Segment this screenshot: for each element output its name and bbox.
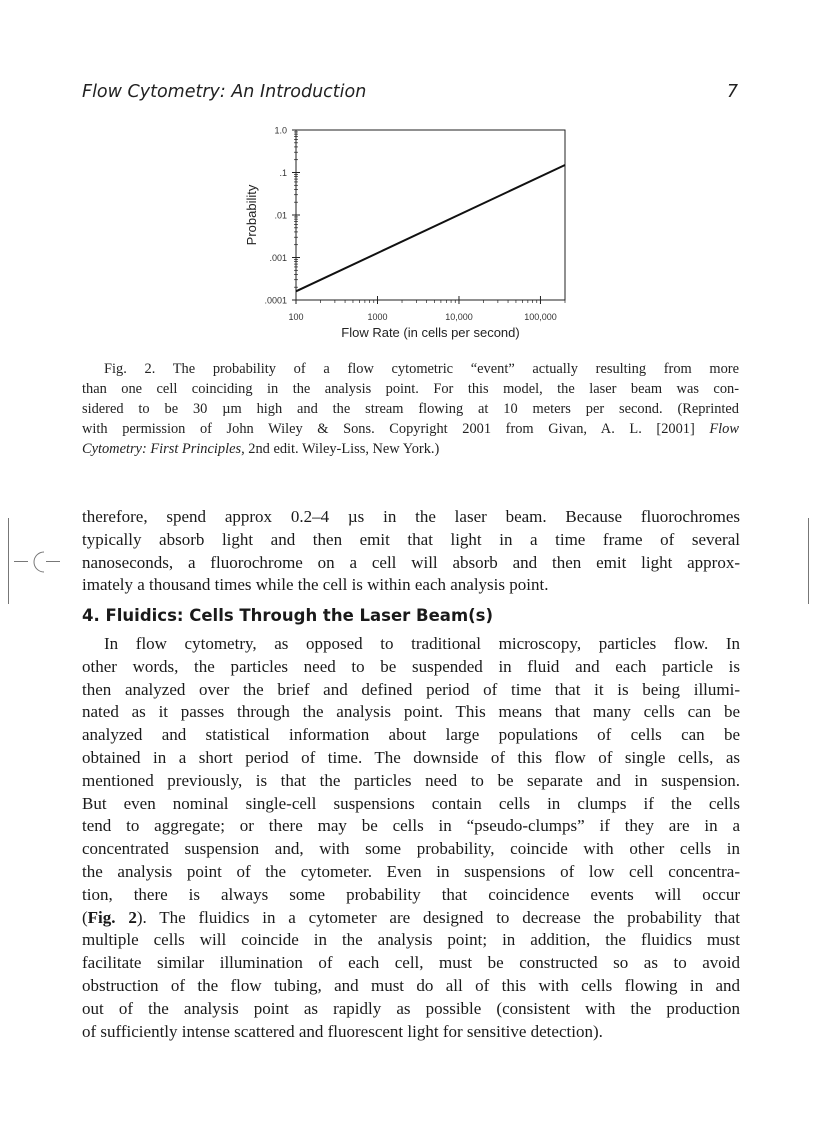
paragraph-line: out of the analysis point as rapidly as possible (consistent with the production (82, 998, 740, 1018)
paragraph-line: therefore, spend approx 0.2–4 µs in the laser beam. Because fluorochromes (82, 507, 740, 526)
y-tick-label: 1.0 (274, 125, 287, 136)
y-tick-label: .0001 (264, 295, 287, 306)
paragraph-text: ). The fluidics in a cytometer are designed to decrease the probability that (136, 907, 741, 927)
crop-mark-left (8, 518, 9, 604)
paragraph-line: obtained in a short period of time. The downside of this flow of single cells, as (82, 747, 740, 767)
running-head-title: Flow Cytometry: An Introduction (82, 82, 367, 102)
registration-mark (24, 548, 50, 576)
series-line (296, 165, 565, 291)
y-tick-label: .1 (279, 168, 287, 178)
page-number: 7 (726, 82, 738, 102)
plot-frame (296, 130, 565, 300)
x-tick-label: 1000 (367, 312, 388, 322)
caption-book-title: Cytometry: First Principles (82, 441, 242, 457)
paragraph-line: concentrated suspension and, with some probability, coincide with other cells in (82, 839, 740, 859)
paragraph-line: analyzed and statistical information about large populations of cells can be (82, 725, 740, 745)
paren-open: ( (82, 907, 88, 927)
paragraph-line: of sufficiently intense scattered and fluorescent light for sensitive detection). (82, 1021, 603, 1041)
paragraph-line: But even nominal single-cell suspensions contain cells in clumps if the cells (82, 793, 740, 813)
caption-text: with permission of John Wiley & Sons. Copyright 2001 from Givan, A. L. [2001] (82, 421, 695, 437)
paragraph-line: other words, the particles need to be suspended in fluid and each particle is (82, 656, 740, 676)
paragraph-line: obstruction of the flow tubing, and must do all of this with cells flowing in and (82, 975, 740, 995)
caption-line: sidered to be 30 µm high and the stream flowing at 10 meters per second. (Reprinted (82, 401, 739, 417)
x-axis-label: Flow Rate (in cells per second) (341, 325, 520, 340)
y-tick-label: .001 (269, 253, 287, 263)
paragraph-line: the analysis point of the cytometer. Even in suspensions of low cell concentra- (82, 861, 740, 881)
paragraph-line (82, 907, 740, 930)
paragraph-line: nanoseconds, a fluorochrome on a cell will absorb and then emit light approx- (82, 552, 740, 572)
paragraph-line: typically absorb light and then emit that light in a time frame of several (82, 529, 740, 549)
figure-2-chart (0, 0, 816, 360)
caption-italic-flow: Flow (709, 421, 739, 437)
paragraph-line: multiple cells will coincide in the analysis point; in addition, the fluidics must (82, 930, 740, 950)
paragraph-2 (82, 633, 740, 1043)
x-tick-label: 10,000 (445, 312, 473, 322)
section-heading: 4. Fluidics: Cells Through the Laser Beam(s) (82, 606, 494, 625)
paragraph-line: tend to aggregate; or there may be cells in “pseudo-clumps” if they are in a (82, 816, 740, 836)
x-tick-label: 100 (288, 312, 304, 322)
caption-text: , 2nd edit. Wiley-Liss, New York.) (241, 441, 440, 457)
y-tick-label: .01 (274, 210, 287, 221)
caption-line (82, 439, 739, 459)
y-axis-label: Probability (244, 184, 259, 246)
paragraph-line: then analyzed over the brief and defined period of time that it is being illumi- (82, 679, 740, 699)
chart-layer (244, 126, 565, 341)
x-tick-label: 100,000 (524, 312, 557, 322)
caption-line (82, 419, 739, 439)
paragraph-line: tion, there is always some probability that coincidence events will occur (82, 884, 740, 904)
caption-line: Fig. 2. The probability of a flow cytometric “event” actually resulting from more (104, 361, 739, 377)
paragraph-line: imately a thousand times while the cell is within each analysis point. (82, 575, 549, 595)
paragraph-line: nated as it passes through the analysis point. This means that many cells can be (82, 702, 740, 722)
caption-line: than one cell coinciding in the analysis point. For this model, the laser beam was con- (82, 381, 739, 397)
paragraph-1 (82, 506, 740, 597)
paragraph-line: mentioned previously, is that the particles need to be separate and in suspension. (82, 770, 740, 790)
figure-caption (82, 359, 739, 459)
figure-reference: Fig. 2 (87, 907, 137, 927)
crop-mark-right (808, 518, 809, 604)
paragraph-line: In flow cytometry, as opposed to traditional microscopy, particles flow. In (104, 634, 740, 653)
paragraph-line: facilitate similar illumination of each cell, must be constructed so as to avoid (82, 953, 740, 973)
